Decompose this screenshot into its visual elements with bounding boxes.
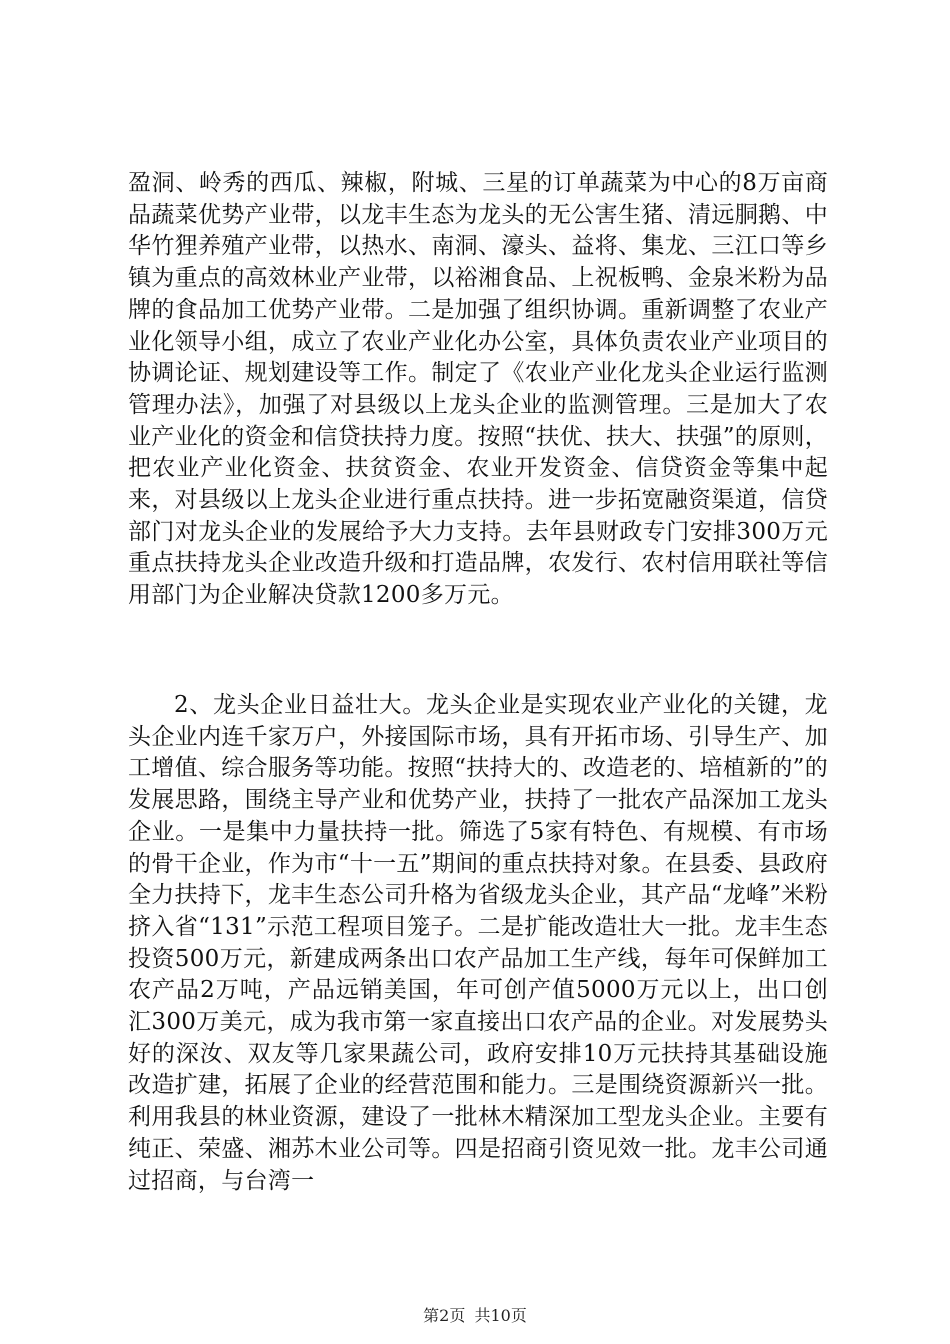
paragraph-1: 盈洞、岭秀的西瓜、辣椒，附城、三星的订单蔬菜为中心的8万亩商品蔬菜优势产业带，以龙丰生态为龙头的无公害生猪、清远胴鹅、中华竹狸养殖产业带，以热水、南洞、濠头、益将、集龙、三江口等乡镇为重点的高效林业产业带，以裕湘食品、上祝板鸭、金泉米粉为品牌的食品加工优势产业带。二是加强了组织协调。重新调整了农业产业化领导小组，成立了农业产业化办公室，具体负责农业产业项目的协调论证、规划建设等工作。制定了《农业产业化龙头企业运行监测管理办法》，加强了对县级以上龙头企业的监测管理。三是加大了农业产业化的资金和信贷扶持力度。按照“扶优、扶大、扶强”的原则，把农业产业化资金、扶贫资金、农业开发资金、信贷资金等集中起来，对县级以上龙头企业进行重点扶持。进一步拓宽融资渠道，信贷部门对龙头企业的发展给予大力支持。去年县财政专门安排300万元重点扶持龙头企业改造升级和打造品牌，农发行、农村信用联社等信用部门为企业解决贷款1200多万元。 [128, 170, 828, 609]
page-number: 第2页 [423, 1306, 466, 1325]
paragraph-2: 2、龙头企业日益壮大。龙头企业是实现农业产业化的关键，龙头企业内连千家万户，外接国际市场，具有开拓市场、引导生产、加工增值、综合服务等功能。按照“扶持大的、改造老的、培植新的”的发展思路，围绕主导产业和优势产业，扶持了一批农产品深加工龙头企业。一是集中力量扶持一批。筛选了5家有特色、有规模、有市场的骨干企业，作为市“十一五”期间的重点扶持对象。在县委、县政府全力扶持下，龙丰生态公司升格为省级龙头企业，其产品“龙峰”米粉挤入省“131”示范工程项目笼子。二是扩能改造壮大一批。龙丰生态投资500万元，新建成两条出口农产品加工生产线，每年可保鲜加工农产品2万吨，产品远销美国，年可创产值5000万元以上，出口创汇300万美元，成为我市第一家直接出口农产品的企业。对发展势头好的深汝、双友等几家果蔬公司，政府安排10万元扶持其基础设施改造扩建，拓展了企业的经营范围和能力。三是围绕资源新兴一批。利用我县的林业资源，建设了一批林木精深加工型龙头企业。主要有纯正、荣盛、湘苏木业公司等。四是招商引资见效一批。龙丰公司通过招商，与台湾一 [128, 692, 828, 1194]
page-total: 共10页 [474, 1306, 527, 1325]
page-footer [0, 1303, 950, 1326]
